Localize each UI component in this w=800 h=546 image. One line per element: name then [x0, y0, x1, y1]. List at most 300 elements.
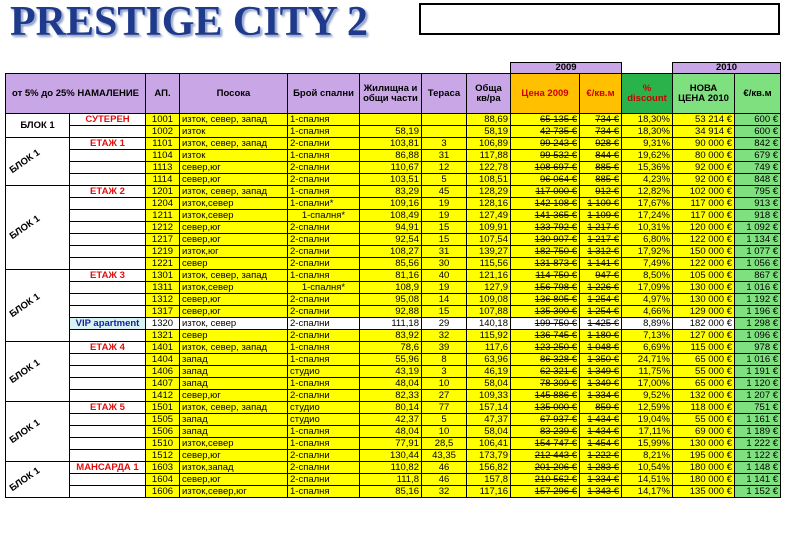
price-2009-cell: 114 750 € — [511, 270, 580, 282]
price-2009-cell: 130 907 € — [511, 234, 580, 246]
floor-label — [70, 426, 146, 438]
price-2009-cell: 96 064 € — [511, 174, 580, 186]
apartment-number: 1312 — [146, 294, 180, 306]
eur-m2-2009-cell: 1 425 € — [580, 318, 622, 330]
total-area-cell: 128,29 — [467, 186, 511, 198]
discount-cell: 19,62% — [622, 150, 673, 162]
direction-cell: изток,запад — [180, 462, 288, 474]
eur-m2-2009-header: €/кв.м — [580, 74, 622, 114]
discount-cell: 18,30% — [622, 114, 673, 126]
table-row — [6, 306, 781, 318]
living-area-cell: 85,16 — [360, 486, 422, 498]
floor-label: СУТЕРЕН — [70, 114, 146, 126]
terrace-cell — [422, 126, 467, 138]
bedrooms-cell: 1-спалня — [288, 150, 360, 162]
living-area-cell: 78,6 — [360, 342, 422, 354]
floor-label: ЕТАЖ 1 — [70, 138, 146, 150]
floor-label — [70, 258, 146, 270]
table-row — [6, 234, 781, 246]
new-price-cell: 69 000 € — [673, 426, 735, 438]
bedrooms-cell: 1-спалня — [288, 426, 360, 438]
table-row — [6, 138, 781, 150]
table-row — [6, 354, 781, 366]
apartment-number: 1407 — [146, 378, 180, 390]
discount-cell: 8,50% — [622, 270, 673, 282]
new-price-cell: 90 000 € — [673, 138, 735, 150]
new-price-cell: 122 000 € — [673, 258, 735, 270]
direction-cell: изток,север — [180, 210, 288, 222]
discount-cell: 10,31% — [622, 222, 673, 234]
living-area-cell: 82,33 — [360, 390, 422, 402]
floor-label — [70, 210, 146, 222]
floor-label — [70, 366, 146, 378]
block-label — [6, 138, 70, 186]
floor-label — [70, 126, 146, 138]
total-area-cell: 117,6 — [467, 342, 511, 354]
table-row — [6, 426, 781, 438]
direction-cell: север — [180, 330, 288, 342]
living-area-cell: 85,56 — [360, 258, 422, 270]
direction-cell: запад — [180, 378, 288, 390]
apartment-number: 1604 — [146, 474, 180, 486]
living-area-cell — [360, 114, 422, 126]
living-area-cell: 42,37 — [360, 414, 422, 426]
discount-cell: 17,92% — [622, 246, 673, 258]
floor-label — [70, 330, 146, 342]
price-2009-cell: 156 798 € — [511, 282, 580, 294]
living-area-cell: 48,04 — [360, 426, 422, 438]
floor-label — [70, 174, 146, 186]
discount-cell: 8,21% — [622, 450, 673, 462]
new-price-cell: 129 000 € — [673, 306, 735, 318]
new-price-cell: 195 000 € — [673, 450, 735, 462]
discount-cell: 12,59% — [622, 402, 673, 414]
bedrooms-cell: 1-спални* — [288, 198, 360, 210]
table-row — [6, 126, 781, 138]
eur-m2-2010-cell: 1 207 € — [735, 390, 781, 402]
eur-m2-2009-cell: 885 € — [580, 162, 622, 174]
table-row — [6, 366, 781, 378]
eur-m2-2009-cell: 1 226 € — [580, 282, 622, 294]
table-row — [6, 438, 781, 450]
price-2009-cell: 83 239 € — [511, 426, 580, 438]
new-price-cell: 132 000 € — [673, 390, 735, 402]
eur-m2-2010-header: €/кв.м — [735, 74, 781, 114]
eur-m2-2009-cell: 1 222 € — [580, 450, 622, 462]
eur-m2-2009-cell: 1 350 € — [580, 354, 622, 366]
eur-m2-2010-cell: 1 298 € — [735, 318, 781, 330]
eur-m2-2009-cell: 1 141 € — [580, 258, 622, 270]
discount-header: % discount — [622, 74, 673, 114]
eur-m2-2009-cell: 1 434 € — [580, 426, 622, 438]
new-price-cell: 80 000 € — [673, 150, 735, 162]
floor-label — [70, 222, 146, 234]
discount-cell: 17,00% — [622, 378, 673, 390]
bedrooms-cell: студио — [288, 414, 360, 426]
eur-m2-2009-cell: 1 312 € — [580, 246, 622, 258]
bedrooms-cell: 2-спални — [288, 174, 360, 186]
eur-m2-2009-cell: 1 254 € — [580, 306, 622, 318]
terrace-cell: 30 — [422, 258, 467, 270]
price-2009-cell: 182 750 € — [511, 246, 580, 258]
eur-m2-2010-cell: 848 € — [735, 174, 781, 186]
terrace-header: Тераса — [422, 74, 467, 114]
new-price-cell: 150 000 € — [673, 246, 735, 258]
terrace-cell: 15 — [422, 306, 467, 318]
apartment-number: 1510 — [146, 438, 180, 450]
new-price-cell: 117 000 € — [673, 198, 735, 210]
direction-cell: изток, север, запад — [180, 186, 288, 198]
floor-label — [70, 294, 146, 306]
apartment-number: 1204 — [146, 198, 180, 210]
total-area-cell: 106,89 — [467, 138, 511, 150]
bedrooms-cell: 1-спалня — [288, 342, 360, 354]
table-row — [6, 390, 781, 402]
apartment-number: 1201 — [146, 186, 180, 198]
direction-cell: изток, север, запад — [180, 270, 288, 282]
living-area-cell: 103,81 — [360, 138, 422, 150]
discount-cell: 4,23% — [622, 174, 673, 186]
eur-m2-2010-cell: 1 196 € — [735, 306, 781, 318]
living-area-cell: 92,54 — [360, 234, 422, 246]
apartment-number: 1317 — [146, 306, 180, 318]
discount-cell: 17,67% — [622, 198, 673, 210]
eur-m2-2009-cell: 1 283 € — [580, 462, 622, 474]
new-price-cell: 105 000 € — [673, 270, 735, 282]
eur-m2-2009-cell: 1 048 € — [580, 342, 622, 354]
living-area-cell: 55,96 — [360, 354, 422, 366]
direction-cell: изток,север — [180, 438, 288, 450]
bedrooms-cell: 2-спални — [288, 222, 360, 234]
discount-cell: 17,24% — [622, 210, 673, 222]
table-row — [6, 258, 781, 270]
new-price-cell: 102 000 € — [673, 186, 735, 198]
block-label-text: БЛОК 1 — [7, 212, 43, 242]
living-area-cell: 83,92 — [360, 330, 422, 342]
terrace-cell: 15 — [422, 234, 467, 246]
living-area-cell: 86,88 — [360, 150, 422, 162]
eur-m2-2009-cell: 947 € — [580, 270, 622, 282]
terrace-cell: 19 — [422, 198, 467, 210]
apartment-number: 1506 — [146, 426, 180, 438]
total-area-cell: 107,54 — [467, 234, 511, 246]
eur-m2-2010-cell: 1 141 € — [735, 474, 781, 486]
total-area-cell: 122,78 — [467, 162, 511, 174]
terrace-cell: 28,5 — [422, 438, 467, 450]
price-2009-cell: 154 747 € — [511, 438, 580, 450]
total-area-cell: 107,88 — [467, 306, 511, 318]
new-price-cell: 65 000 € — [673, 378, 735, 390]
table-row — [6, 402, 781, 414]
block-label — [6, 342, 70, 402]
new-price-cell: 65 000 € — [673, 354, 735, 366]
price-2009-cell: 135 000 € — [511, 402, 580, 414]
bedrooms-cell: 1-спалня — [288, 186, 360, 198]
new-price-header: НОВА ЦЕНА 2010 — [673, 74, 735, 114]
discount-cell: 7,49% — [622, 258, 673, 270]
eur-m2-2009-cell: 912 € — [580, 186, 622, 198]
title-box — [419, 3, 780, 35]
terrace-cell: 10 — [422, 426, 467, 438]
new-price-cell: 55 000 € — [673, 414, 735, 426]
price-2009-cell: 117 000 € — [511, 186, 580, 198]
bedrooms-cell: 1-спалня — [288, 126, 360, 138]
bedrooms-cell: 1-спалня — [288, 378, 360, 390]
bedrooms-cell: 2-спални — [288, 450, 360, 462]
floor-label — [70, 354, 146, 366]
price-2009-cell: 142 108 € — [511, 198, 580, 210]
table-row — [6, 150, 781, 162]
total-area-cell: 127,9 — [467, 282, 511, 294]
floor-label: VIP apartment — [70, 318, 146, 330]
bedrooms-cell: 2-спални — [288, 462, 360, 474]
block-label-text: БЛОК 1 — [7, 464, 43, 494]
table-row — [6, 318, 781, 330]
price-2009-cell: 62 321 € — [511, 366, 580, 378]
direction-header: Посока — [180, 74, 288, 114]
eur-m2-2010-cell: 1 192 € — [735, 294, 781, 306]
floor-label — [70, 246, 146, 258]
new-price-cell: 34 914 € — [673, 126, 735, 138]
bedrooms-cell: 2-спални — [288, 162, 360, 174]
apartment-number: 1320 — [146, 318, 180, 330]
direction-cell: север,юг — [180, 450, 288, 462]
eur-m2-2009-cell: 734 € — [580, 114, 622, 126]
table-row — [6, 462, 781, 474]
price-2009-cell: 135 300 € — [511, 306, 580, 318]
table-row — [6, 114, 781, 126]
eur-m2-2010-cell: 1 122 € — [735, 450, 781, 462]
new-price-cell: 122 000 € — [673, 234, 735, 246]
price-2009-cell: 99 532 € — [511, 150, 580, 162]
apartment-number: 1217 — [146, 234, 180, 246]
table-row — [6, 198, 781, 210]
direction-cell: изток,север,юг — [180, 486, 288, 498]
floor-label: МАНСАРДА 1 — [70, 462, 146, 474]
total-area-cell: 58,19 — [467, 126, 511, 138]
year-2010: 2010 — [673, 63, 781, 74]
new-price-cell: 55 000 € — [673, 366, 735, 378]
living-area-cell: 81,16 — [360, 270, 422, 282]
price-2009-cell: 65 135 € — [511, 114, 580, 126]
table-row — [6, 210, 781, 222]
eur-m2-2010-cell: 842 € — [735, 138, 781, 150]
terrace-cell: 39 — [422, 342, 467, 354]
eur-m2-2009-cell: 1 217 € — [580, 234, 622, 246]
apartment-number: 1404 — [146, 354, 180, 366]
terrace-cell: 40 — [422, 270, 467, 282]
living-area-cell: 77,91 — [360, 438, 422, 450]
price-2009-cell: 136 805 € — [511, 294, 580, 306]
table-row — [6, 222, 781, 234]
direction-cell: север,юг — [180, 174, 288, 186]
apartment-number: 1301 — [146, 270, 180, 282]
living-area-cell: 48,04 — [360, 378, 422, 390]
eur-m2-2010-cell: 1 120 € — [735, 378, 781, 390]
promo-header: от 5% до 25% НАМАЛЕНИЕ — [6, 74, 146, 114]
floor-label — [70, 306, 146, 318]
direction-cell: изток, север, запад — [180, 138, 288, 150]
terrace-cell: 29 — [422, 318, 467, 330]
header-row — [6, 74, 781, 114]
eur-m2-2010-cell: 1 134 € — [735, 234, 781, 246]
terrace-cell: 14 — [422, 294, 467, 306]
total-area-cell: 58,04 — [467, 426, 511, 438]
apartment-number: 1412 — [146, 390, 180, 402]
total-area-cell: 121,16 — [467, 270, 511, 282]
table-row — [6, 450, 781, 462]
direction-cell: изток, север, запад — [180, 342, 288, 354]
bedrooms-cell: 2-спални — [288, 294, 360, 306]
new-price-cell: 92 000 € — [673, 162, 735, 174]
total-area-cell: 108,51 — [467, 174, 511, 186]
discount-cell: 7,13% — [622, 330, 673, 342]
table-row — [6, 486, 781, 498]
price-2009-cell: 86 328 € — [511, 354, 580, 366]
bedrooms-cell: 1-спалня* — [288, 210, 360, 222]
terrace-cell: 12 — [422, 162, 467, 174]
terrace-cell: 27 — [422, 390, 467, 402]
new-price-cell: 120 000 € — [673, 222, 735, 234]
bedrooms-cell: 2-спални — [288, 234, 360, 246]
floor-label — [70, 486, 146, 498]
block-label — [6, 186, 70, 270]
living-area-cell: 108,9 — [360, 282, 422, 294]
eur-m2-2009-cell: 1 254 € — [580, 294, 622, 306]
total-area-cell: 127,49 — [467, 210, 511, 222]
terrace-cell — [422, 114, 467, 126]
new-price-cell: 92 000 € — [673, 174, 735, 186]
direction-cell: запад — [180, 426, 288, 438]
eur-m2-2010-cell: 913 € — [735, 198, 781, 210]
terrace-cell: 46 — [422, 474, 467, 486]
table-row — [6, 378, 781, 390]
new-price-cell: 53 214 € — [673, 114, 735, 126]
total-area-cell: 109,33 — [467, 390, 511, 402]
total-area-cell: 140,18 — [467, 318, 511, 330]
direction-cell: изток — [180, 150, 288, 162]
bedrooms-cell: 2-спални — [288, 318, 360, 330]
table-row — [6, 162, 781, 174]
price-2009-cell: 78 309 € — [511, 378, 580, 390]
discount-cell: 17,09% — [622, 282, 673, 294]
discount-cell: 4,66% — [622, 306, 673, 318]
discount-cell: 9,31% — [622, 138, 673, 150]
eur-m2-2010-cell: 918 € — [735, 210, 781, 222]
bedrooms-cell: 1-спалня* — [288, 282, 360, 294]
price-2009-cell: 212 443 € — [511, 450, 580, 462]
living-area-cell: 43,19 — [360, 366, 422, 378]
discount-cell: 6,80% — [622, 234, 673, 246]
eur-m2-2009-cell: 885 € — [580, 174, 622, 186]
direction-cell: север,юг — [180, 294, 288, 306]
bedrooms-cell: 1-спалня — [288, 114, 360, 126]
eur-m2-2009-cell: 1 349 € — [580, 378, 622, 390]
eur-m2-2009-cell: 734 € — [580, 126, 622, 138]
new-price-cell: 130 000 € — [673, 282, 735, 294]
terrace-cell: 31 — [422, 150, 467, 162]
total-area-cell: 117,88 — [467, 150, 511, 162]
price-2009-cell: 145 886 € — [511, 390, 580, 402]
total-area-cell: 157,14 — [467, 402, 511, 414]
new-price-cell: 180 000 € — [673, 474, 735, 486]
new-price-cell: 135 000 € — [673, 486, 735, 498]
discount-cell: 14,51% — [622, 474, 673, 486]
total-area-cell: 115,56 — [467, 258, 511, 270]
direction-cell: север — [180, 258, 288, 270]
eur-m2-2009-cell: 1 349 € — [580, 366, 622, 378]
year-2009: 2009 — [511, 63, 622, 74]
total-header: Обща кв/ра — [467, 74, 511, 114]
direction-cell: север,юг — [180, 162, 288, 174]
living-area-cell: 111,8 — [360, 474, 422, 486]
direction-cell: изток, север — [180, 318, 288, 330]
table-row — [6, 342, 781, 354]
living-area-cell: 108,49 — [360, 210, 422, 222]
eur-m2-2009-cell: 1 343 € — [580, 486, 622, 498]
apartment-number: 1219 — [146, 246, 180, 258]
eur-m2-2009-cell: 1 217 € — [580, 222, 622, 234]
discount-cell: 15,36% — [622, 162, 673, 174]
terrace-cell: 5 — [422, 174, 467, 186]
block-label-text: БЛОК 1 — [7, 416, 43, 446]
direction-cell: запад — [180, 414, 288, 426]
block-label — [6, 462, 70, 498]
terrace-cell: 5 — [422, 414, 467, 426]
table-row — [6, 294, 781, 306]
new-price-cell: 180 000 € — [673, 462, 735, 474]
bedrooms-cell: 1-спалня — [288, 486, 360, 498]
bedrooms-cell: 2-спални — [288, 138, 360, 150]
eur-m2-2010-cell: 751 € — [735, 402, 781, 414]
floor-label — [70, 162, 146, 174]
bedrooms-cell: 2-спални — [288, 330, 360, 342]
table-row — [6, 330, 781, 342]
direction-cell: запад — [180, 366, 288, 378]
bedrooms-cell: 2-спални — [288, 246, 360, 258]
living-area-cell: 103,51 — [360, 174, 422, 186]
eur-m2-2009-cell: 1 180 € — [580, 330, 622, 342]
terrace-cell: 77 — [422, 402, 467, 414]
eur-m2-2010-cell: 1 016 € — [735, 282, 781, 294]
direction-cell: север,юг — [180, 390, 288, 402]
discount-cell: 17,11% — [622, 426, 673, 438]
total-area-cell: 58,04 — [467, 378, 511, 390]
price-2009-cell: 108 697 € — [511, 162, 580, 174]
terrace-cell: 3 — [422, 366, 467, 378]
eur-m2-2009-cell: 844 € — [580, 150, 622, 162]
discount-cell: 14,17% — [622, 486, 673, 498]
living-header: Жилищна и общи части — [360, 74, 422, 114]
living-area-cell: 92,88 — [360, 306, 422, 318]
eur-m2-2010-cell: 1 161 € — [735, 414, 781, 426]
terrace-cell: 32 — [422, 330, 467, 342]
eur-m2-2009-cell: 1 109 € — [580, 210, 622, 222]
apartment-number: 1212 — [146, 222, 180, 234]
bedrooms-header: Брой спални — [288, 74, 360, 114]
apartment-number: 1512 — [146, 450, 180, 462]
eur-m2-2010-cell: 1 092 € — [735, 222, 781, 234]
living-area-cell: 109,16 — [360, 198, 422, 210]
living-area-cell: 110,82 — [360, 462, 422, 474]
floor-label — [70, 198, 146, 210]
new-price-cell: 118 000 € — [673, 402, 735, 414]
apartment-number: 1406 — [146, 366, 180, 378]
discount-cell: 11,75% — [622, 366, 673, 378]
terrace-cell: 8 — [422, 354, 467, 366]
direction-cell: изток, север, запад — [180, 114, 288, 126]
discount-cell: 12,82% — [622, 186, 673, 198]
